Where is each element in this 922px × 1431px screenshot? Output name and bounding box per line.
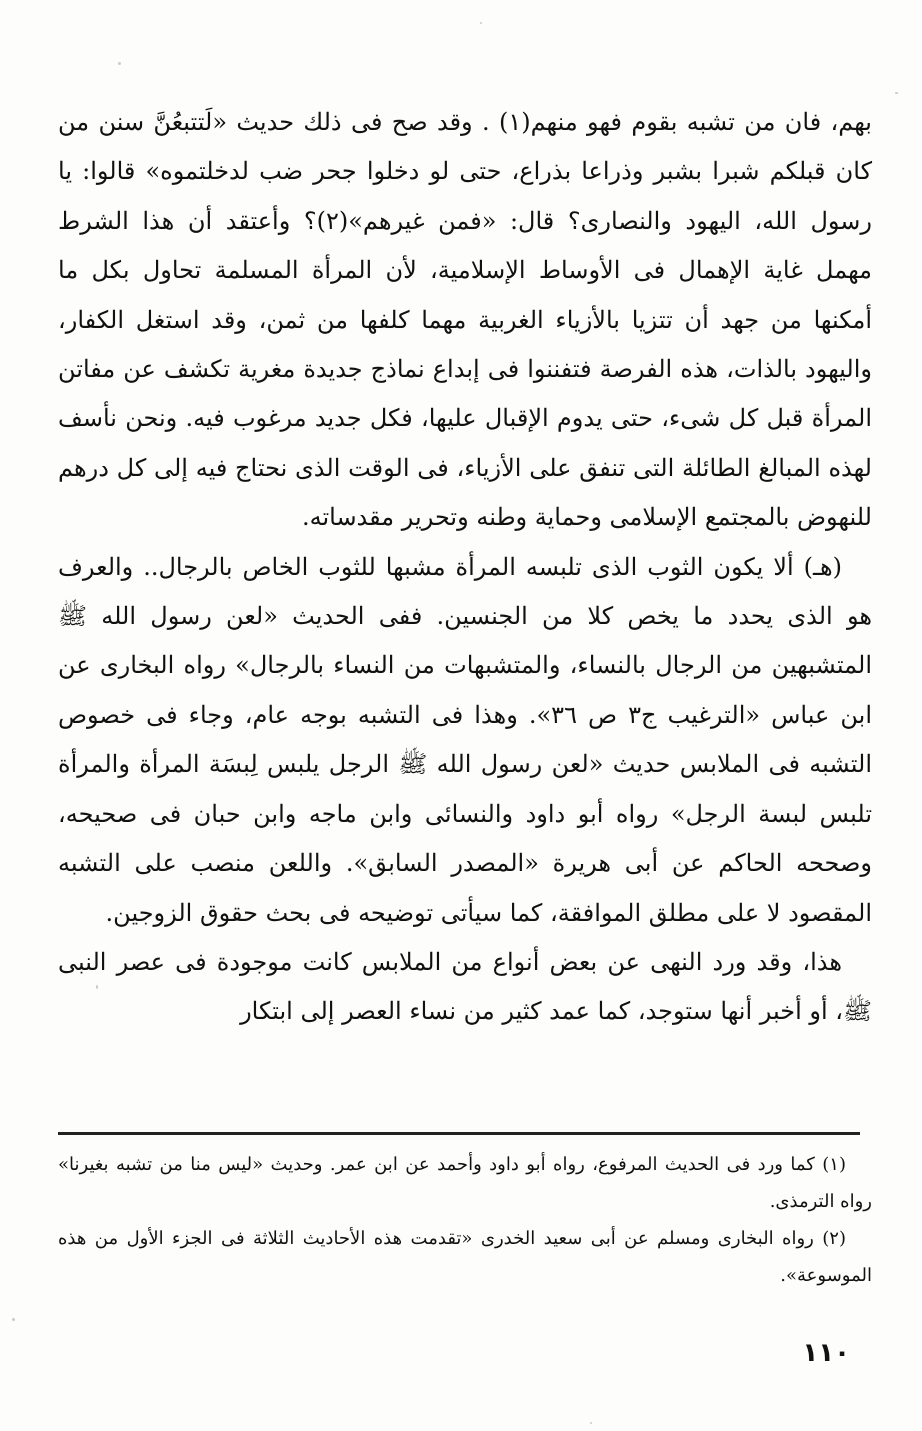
scan-speck bbox=[12, 1318, 15, 1321]
scan-speck bbox=[895, 92, 898, 94]
main-text bbox=[58, 98, 872, 1037]
paragraph: (هـ) ألا يكون الثوب الذى تلبسه المرأة مشبها للثوب الخاص بالرجال.. والعرف هو الذى يحدد ما يخص كلا من الجنسين. ففى الحديث «لعن رسول الله ﷺ المتشبهين من الرجال بالنساء، والمتشبهات من النساء بالرجال» رواه البخارى عن ابن عباس «الترغيب ج٣ ص ٣٦». وهذا فى التشبه بوجه عام، وجاء فى خصوص التشبه فى الملابس حديث «لعن رسول الله ﷺ الرجل يلبس لِبسَة المرأة والمرأة تلبس لبسة الرجل» رواه أبو داود والنسائى وابن ماجه وابن حبان فى صحيحه، وصححه الحاكم عن أبى هريرة «المصدر السابق». واللعن منصب على التشبه المقصود لا على مطلق الموافقة، كما سيأتى توضيحه فى بحث حقوق الزوجين. bbox=[58, 552, 872, 927]
scan-speck bbox=[480, 22, 482, 24]
paragraph: هذا، وقد ورد النهى عن بعض أنواع من الملابس كانت موجودة فى عصر النبى ﷺ، أو أخبر أنها ستوجد، كما عمد كثير من نساء العصر إلى ابتكار bbox=[58, 947, 872, 1026]
footnotes bbox=[58, 1146, 872, 1294]
scan-speck bbox=[590, 1422, 592, 1424]
footnote-divider bbox=[58, 1132, 860, 1135]
footnote-2: (٢) رواه البخارى ومسلم عن أبى سعيد الخدرى «تقدمت هذه الأحاديث الثلاثة فى الجزء الأول من هذه الموسوعة». bbox=[58, 1228, 872, 1286]
page-number: ١١٠ bbox=[802, 1338, 850, 1368]
paragraph: بهم، فان من تشبه بقوم فهو منهم(١) . وقد صح فى ذلك حديث «لَتتبعُنَّ سنن من كان قبلكم شبرا بشبر وذراعا بذراع، حتى لو دخلوا جحر ضب لدخلتموه» قالوا: يا رسول الله، اليهود والنصارى؟ قال: «فمن غيرهم»(٢)؟ وأعتقد أن هذا الشرط مهمل غاية الإهمال فى الأوساط الإسلامية، لأن المرأة المسلمة تحاول بكل ما أمكنها من جهد أن تتزيا بالأزياء الغربية مهما كلفها من ثمن، وقد استغل الكفار، واليهود بالذات، هذه الفرصة فتفننوا فى إبداع نماذج جديدة مغرية تكشف عن مفاتن المرأة قبل كل شىء، حتى يدوم الإقبال عليها، فكل جديد مرغوب فيه. ونحن نأسف لهذه المبالغ الطائلة التى تنفق على الأزياء، فى الوقت الذى نحتاج فيه إلى كل درهم للنهوض بالمجتمع الإسلامى وحماية وطنه وتحرير مقدساته. bbox=[58, 108, 873, 532]
footnote-1: (١) كما ورد فى الحديث المرفوع، رواه أبو داود وأحمد عن ابن عمر. وحديث «ليس منا من تشبه بغيرنا» رواه الترمذى. bbox=[58, 1154, 872, 1212]
scan-speck bbox=[118, 62, 121, 65]
